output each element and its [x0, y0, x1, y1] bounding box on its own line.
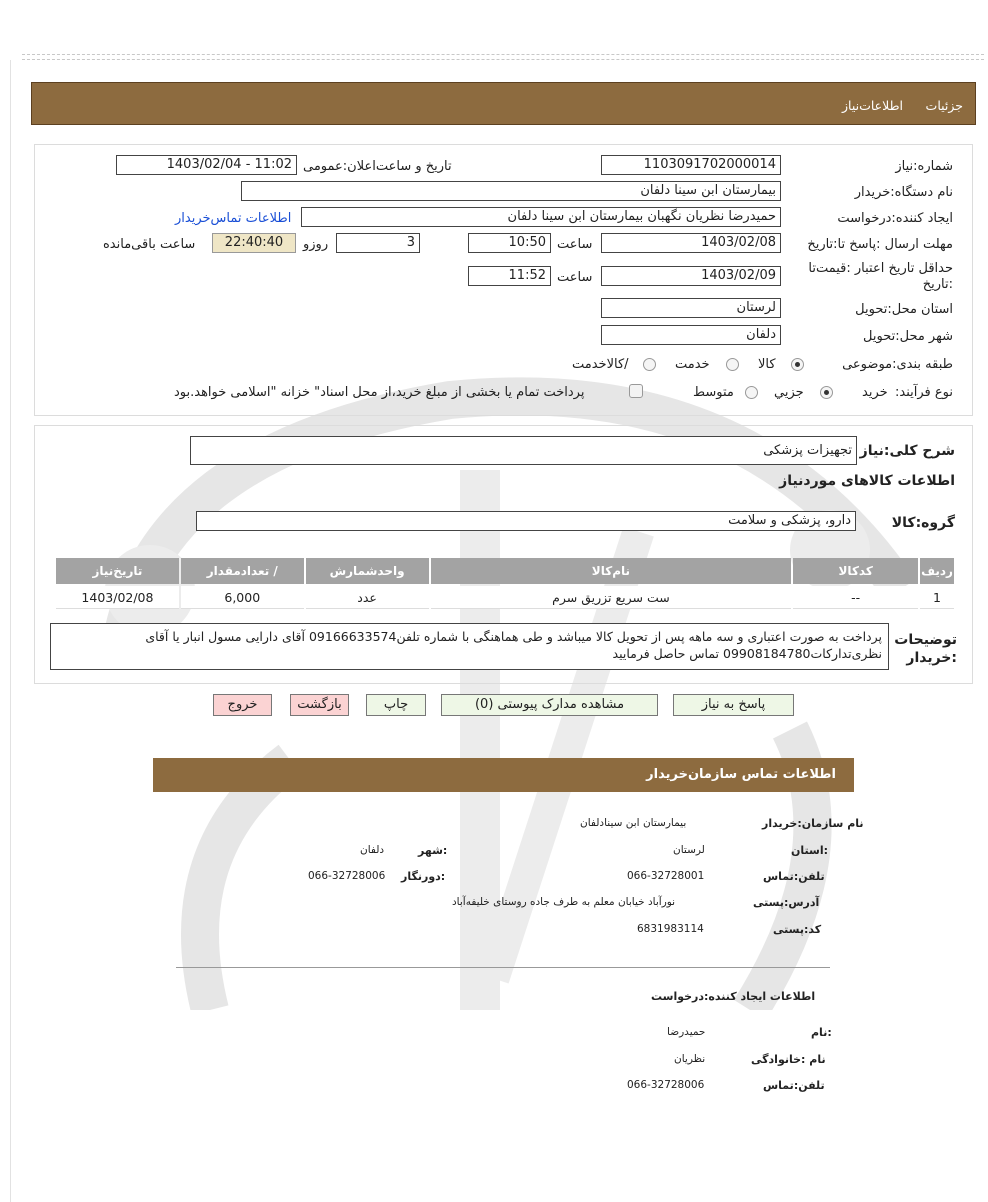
print-button[interactable]: چاپ [366, 694, 426, 716]
deadline-time-field: 10:50 [468, 233, 551, 253]
validity-label-2: :تاریخ [922, 277, 953, 292]
category-both-radio[interactable] [643, 358, 656, 371]
tab-need-info[interactable]: اطلاعات‌نیاز [841, 98, 903, 113]
remaining-label: ساعت باقی‌مانده [103, 237, 196, 252]
buyer-notes-line-1: پرداخت به صورت اعتباری و سه ماهه پس از تحویل کالا میباشد و طی هماهنگی با شماره تلفن09166633574 آقای دارایی مسول انبار یا آقای [145, 629, 882, 644]
back-button[interactable]: بازگشت [290, 694, 349, 716]
description-field: تجهیزات پزشکی [190, 436, 857, 465]
contact-province-value: لرستان [673, 844, 705, 856]
days-label: روزو [303, 237, 329, 252]
city-field: دلفان [601, 325, 781, 345]
province-label: استان محل:تحویل [855, 302, 953, 317]
creator-family-label: نام :خانوادگی [751, 1053, 826, 1066]
contact-phone-value: 066-32728001 [627, 870, 705, 882]
buyer-contact-link[interactable]: اطلاعات تماس‌خریدار [175, 211, 292, 226]
city-label: شهر محل:تحویل [863, 329, 953, 344]
validity-time-field: 11:52 [468, 266, 551, 286]
left-border [10, 60, 11, 1202]
contact-org-value: بیمارستان ابن سینادلفان [580, 817, 687, 829]
contact-title: اطلاعات تماس سازمان‌خریدار [646, 767, 836, 782]
contact-fax-value: 066-32728006 [308, 870, 386, 882]
deadline-label: مهلت ارسال :پاسخ تا:تاریخ [807, 237, 953, 252]
creator-phone-label: تلفن:تماس [763, 1079, 825, 1092]
contact-org-label: نام سازمان:خریدار [762, 817, 864, 830]
announce-label: تاریخ و ساعت‌اعلان:عمومی [303, 159, 452, 174]
description-label: شرح کلی:نیاز [859, 443, 955, 459]
remaining-time-field: 22:40:40 [212, 233, 296, 253]
contact-province-label: :استان [791, 844, 828, 857]
goods-group-label: گروه:کالا [891, 515, 955, 531]
contact-postal-label: کد:پستی [773, 923, 822, 936]
col-name-header: نام‌کالا [431, 558, 792, 584]
table-row [56, 586, 954, 609]
deadline-time-label: ساعت [557, 237, 593, 252]
need-number-label: شماره:نیاز [895, 159, 953, 174]
need-number-field: 1103091702000014 [601, 155, 781, 175]
contact-city-value: دلفان [360, 844, 385, 856]
category-service-radio[interactable] [726, 358, 739, 371]
deadline-date-field: 1403/02/08 [601, 233, 781, 253]
view-attachments-button[interactable]: مشاهده مدارک پیوستی (0) [441, 694, 658, 716]
creator-field: حمیدرضا نظریان نگهبان بیمارستان ابن سینا دلفان [301, 207, 781, 227]
days-field: 3 [336, 233, 420, 253]
contact-fax-label: :دورنگار [401, 870, 446, 883]
treasury-payment-label: پرداخت تمام یا بخشی از مبلغ خرید،از محل اسناد" خزانه "اسلامی خواهد.بود [174, 385, 585, 400]
process-medium-radio[interactable] [745, 386, 758, 399]
buyer-org-label: نام دستگاه:خریدار [854, 185, 953, 200]
validity-label: حداقل تاریخ اعتبار :قیمت‌تا [808, 261, 953, 276]
goods-group-field: دارو، پزشکی و سلامت [196, 511, 856, 531]
category-goods-label: کالا [758, 357, 776, 372]
process-label: نوع فرآیند: [895, 385, 953, 400]
process-buy-label: خرید [862, 385, 888, 400]
process-minor-label: جزیي [774, 385, 804, 400]
category-goods-radio[interactable] [791, 358, 804, 371]
contact-city-label: :شهر [418, 844, 448, 857]
contact-phone-label: تلفن:تماس [763, 870, 825, 883]
cell-date: 1403/02/08 [56, 586, 179, 609]
category-both-label: /کالاخدمت [572, 357, 629, 372]
contact-address-label: آدرس:پستی [753, 896, 820, 909]
col-row-header: ردیف [920, 558, 954, 584]
treasury-payment-checkbox[interactable] [629, 384, 643, 398]
announce-field: 1403/02/04 - 11:02 [116, 155, 297, 175]
creator-label: ایجاد کننده:درخواست [837, 211, 953, 226]
validity-date-field: 1403/02/09 [601, 266, 781, 286]
creator-name-label: :نام [811, 1026, 832, 1039]
header-bar [31, 82, 976, 125]
creator-phone-value: 066-32728006 [627, 1079, 705, 1091]
goods-table [54, 556, 956, 611]
exit-button[interactable]: خروج [213, 694, 272, 716]
creator-info-title: اطلاعات ایجاد کننده:درخواست [651, 990, 816, 1003]
cell-code: -- [793, 586, 918, 609]
category-service-label: خدمت [675, 357, 710, 372]
reply-button[interactable]: پاسخ به نیاز [673, 694, 794, 716]
contact-header-bar [153, 758, 854, 792]
contact-postal-value: 6831983114 [637, 923, 704, 935]
col-unit-header: واحدشمارش [306, 558, 429, 584]
col-quantity-header: / تعدادمقدار [181, 558, 304, 584]
buyer-notes-field [50, 623, 889, 670]
process-medium-label: متوسط [693, 385, 734, 400]
top-divider [22, 54, 984, 60]
tab-details[interactable]: جزئیات [925, 98, 963, 113]
validity-time-label: ساعت [557, 270, 593, 285]
buyer-org-field: بیمارستان ابن سینا دلفان [241, 181, 781, 201]
cell-quantity: 6,000 [181, 586, 304, 609]
creator-name-value: حمیدرضا [667, 1026, 706, 1038]
process-minor-radio[interactable] [820, 386, 833, 399]
cell-row: 1 [920, 586, 954, 609]
category-label: طبقه بندی:موضوعی [842, 357, 953, 372]
cell-unit: عدد [306, 586, 429, 609]
creator-family-value: نظریان [674, 1053, 706, 1065]
province-field: لرستان [601, 298, 781, 318]
buyer-notes-line-2: نظری‌تدارکات09908184780 تماس حاصل فرمایید [612, 646, 882, 661]
contact-divider [176, 967, 830, 968]
buyer-notes-label-2: :خریدار [906, 650, 957, 666]
cell-name: ست سریع تزریق سرم [431, 586, 792, 609]
col-code-header: کدکالا [793, 558, 918, 584]
contact-address-value: نورآباد خیابان معلم به طرف جاده روستای خلیفه‌آباد [452, 896, 676, 908]
buyer-notes-label: توضیحات [894, 632, 957, 648]
goods-info-title: اطلاعات کالاهای موردنیاز [779, 473, 955, 489]
col-date-header: تاریخ‌نیاز [56, 558, 179, 584]
